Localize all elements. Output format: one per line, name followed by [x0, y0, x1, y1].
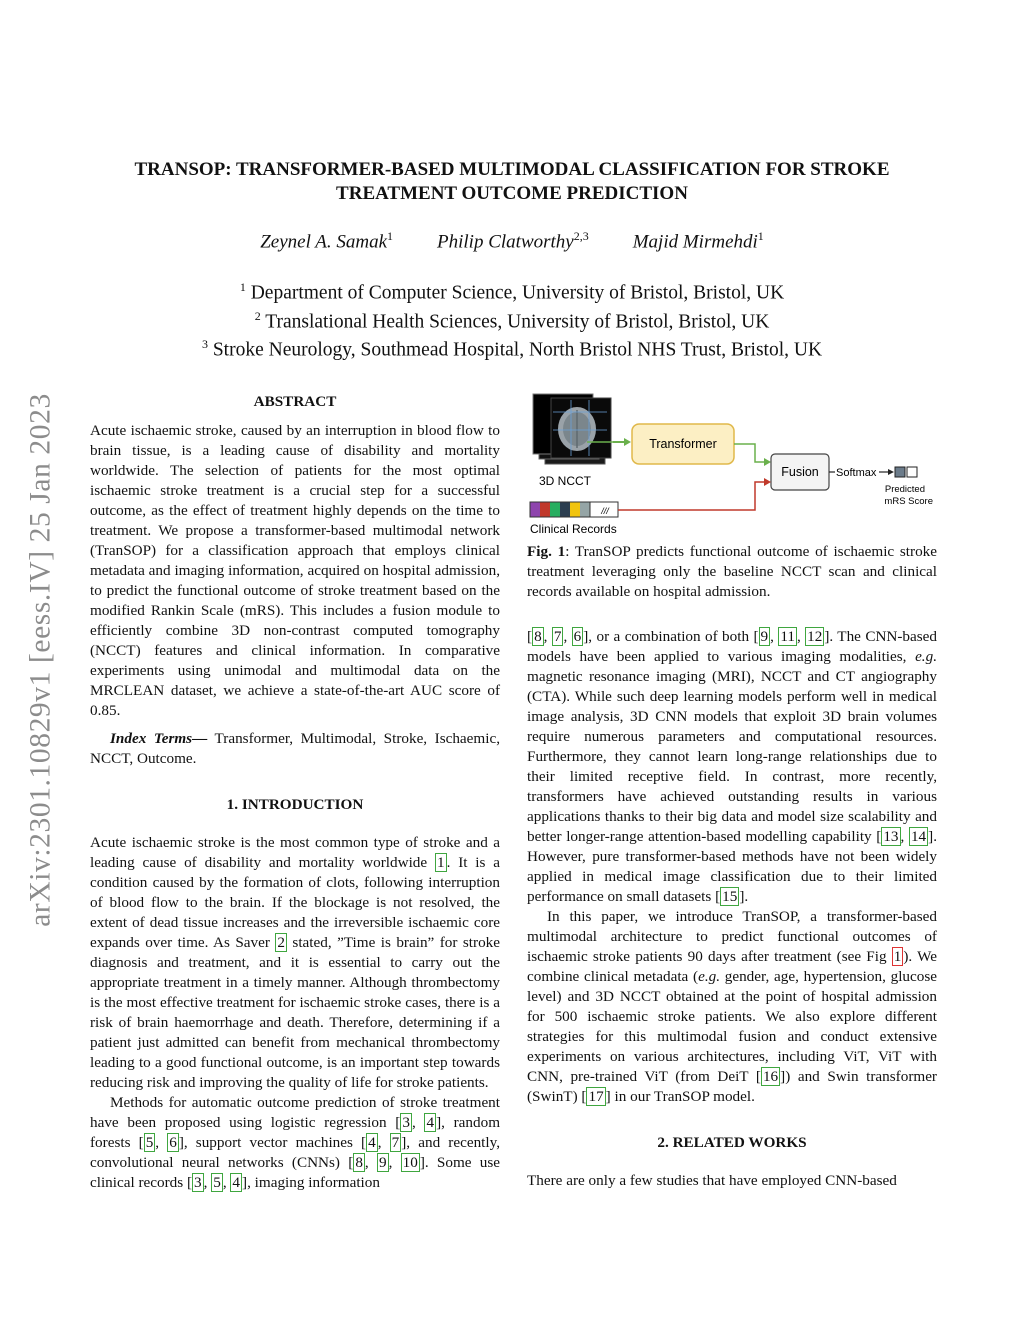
citation-link[interactable]: 3 [402, 1114, 410, 1131]
left-column [90, 392, 500, 1193]
intro-paragraph-1: Acute ischaemic stroke is the most common type of stroke and a leading cause of disability and mortality worldwide 1 . It is a condition caused by the formation of clots, following interruption of blood flow to the brain. If the blockage is not resolved, the extent of dead tissue increases and the irreversible ischaemic core expands over time. As Saver 2 stated, ”Time is brain” for stroke diagnosis and treatment, and it is essential to carry out the appropriate treatment in a timely manner. Although thrombectomy is the most effective treatment for ischaemic stroke cases, there is a risk of brain haemorrhage and death. Therefore, determining if a patient just admitted can benefit from mechanical thrombectomy leading to a good functional outcome, is an important step towards reducing risk and improving the quality of life for stroke patients. [90, 834, 500, 1091]
arrow-records-fusion [618, 482, 765, 510]
citation-link[interactable]: 7 [553, 628, 562, 645]
arrow-transformer-fusion [734, 444, 765, 462]
citation-link[interactable]: 10 [402, 1154, 418, 1171]
arxiv-identifier: arXiv:2301.10829v1 [eess.IV] 25 Jan 2023 [24, 393, 57, 927]
author-list [100, 229, 924, 253]
intro-heading: 1. INTRODUCTION [226, 796, 364, 813]
figure-caption: Fig. 1: TranSOP predicts functional outcome of ischaemic stroke treatment leveraging only the baseline NCCT scan and clinical records available on hospital admission. [527, 543, 938, 600]
output-label-2: mRS Score [884, 496, 933, 507]
citation-link[interactable]: 5 [145, 1134, 154, 1151]
citation-link[interactable]: 14 [910, 828, 927, 845]
records-dots: /// [601, 506, 609, 516]
citation-link[interactable]: 9 [760, 628, 769, 645]
citation-link[interactable]: 6 [573, 628, 582, 645]
citation-link[interactable]: 4 [426, 1114, 435, 1131]
output-label-1: Predicted [884, 484, 925, 495]
transformer-label: Transformer [649, 437, 717, 451]
records-label: Clinical Records [530, 522, 617, 536]
affiliation-3: $^3$ Stroke Neurology, Southmead Hospital, North Bristol NHS Trust, Bristol, UK [201, 337, 823, 361]
citation-link[interactable]: 4 [368, 1134, 376, 1151]
output-class-empty [907, 467, 917, 477]
citation-link[interactable]: 1 [436, 854, 445, 871]
figure-link[interactable]: 1 [893, 948, 902, 965]
author-1: Zeynel A. Samak$^1$ [260, 229, 394, 253]
abstract-heading: ABSTRACT [253, 393, 337, 410]
author-3: Majid Mirmehdi$^1$ [632, 229, 764, 253]
citation-link[interactable]: 11 [780, 628, 795, 645]
citation-link[interactable]: 3 [194, 1174, 202, 1191]
softmax-label: Softmax [836, 467, 877, 479]
title-line-1: TRANSOP: TRANSFORMER-BASED MULTIMODAL CLASSIFICATION FOR STROKE [134, 159, 890, 180]
affiliation-2: $^2$ Translational Health Sciences, University of Bristol, Bristol, UK [254, 308, 770, 332]
citation-link[interactable]: 12 [807, 628, 823, 645]
right-column [527, 627, 937, 1191]
related-text: There are only a few studies that have employed CNN-based [527, 1172, 897, 1189]
abstract-text: Acute ischaemic stroke, caused by an interruption in blood flow to brain tissue, is a leading cause of disability and mortality worldwide. The selection of patients for the most optimal ischaemic stroke treatment is a crucial step for a successful outcome, as the effect of treatment highly depends on the time to treatment. We propose a transformer-based multimodal network (TranSOP) for a classification approach that employs clinical metadata and imaging information, acquired on hospital admission, to predict the functional outcome of stroke treatment based on the modified Rankin Scale (mRS). This includes a fusion module to efficiently combine 3D non-contrast computed tomography (NCCT) features and clinical information. In comparative experiments using unimodal and multimodal data on the MRCLEAN dataset, we achieve a state-of-the-art AUC score of 0.85. [90, 422, 500, 719]
right-paragraph-2: In this paper, we introduce TranSOP, a transformer-based multimodal architecture to predict functional outcomes of ischaemic stroke patients 90 days after treatment (see Fig 1 ). We combine clinical metadata (e.g. gender, age, hypertension, glucose level) and 3D NCCT obtained at the point of hospital admission for 500 ischaemic stroke patients. We also explore different strategies for this multimodal fusion and conduct extensive experiments on various architectures, including ViT, ViT with CNN, pre-trained ViT (from DeiT [ 16 ]) and Swin transformer (SwinT) [ 17 ] in our TranSOP model. [527, 908, 937, 1105]
output-class-filled [895, 467, 905, 477]
citation-link[interactable]: 8 [534, 628, 542, 645]
ncct-label: 3D NCCT [539, 474, 592, 488]
citation-link[interactable]: 9 [378, 1154, 387, 1171]
affiliation-1: $^1$ Department of Computer Science, University of Bristol, Bristol, UK [239, 280, 785, 304]
citation-link[interactable]: 2 [277, 934, 285, 951]
citation-link[interactable]: 5 [213, 1174, 221, 1191]
citation-link[interactable]: 17 [588, 1088, 604, 1105]
citation-link[interactable]: 6 [169, 1134, 177, 1151]
fusion-label: Fusion [781, 465, 819, 479]
architecture-figure [527, 390, 942, 540]
affiliations [100, 276, 924, 362]
intro-paragraph-2: Methods for automatic outcome prediction of stroke treatment have been proposed using logistic regression [ 3 , 4 ], random forests [ 5 , 6 ], support vector machines [ 4 , 7 ], and recently, convolutional neural networks (CNNs) [ 8 , 9 , 10 ]. Some use clinical records [ 3 , 5 , 4 ], imaging information [90, 1094, 501, 1191]
ncct-volume-icon [533, 394, 611, 464]
title-line-2: TREATMENT OUTCOME PREDICTION [336, 183, 688, 204]
citation-link[interactable]: 7 [391, 1134, 400, 1151]
paper-title [100, 158, 924, 206]
citation-link[interactable]: 16 [762, 1068, 779, 1085]
right-paragraph-1: [ 8 , 7 , 6 ], or a combination of both [ 9 , 11 , 12 ]. The CNN-based models have been applied to various imaging modalities, e.g. magnetic resonance imaging (MRI), NCCT and CT angiography (CTA). While such deep learning models perform well in medical image analysis, 3D CNN models that exploit 3D brain volumes require numerous parameters and computational resources. Furthermore, they cannot learn long-range relationships due to their limited receptive field. In contrast, more recently, transformers have achieved outstanding results in various applications thanks to their big data and model size scalability and better longer-range attention-based modelling capability [ 13 , 14 ]. However, pure transformer-based methods have not been widely applied in medical image classification due to their limited performance on small datasets [ 15 ]. [527, 628, 938, 905]
citation-link[interactable]: 15 [722, 888, 738, 905]
author-2: Philip Clatworthy$^{2,3}$ [437, 229, 589, 253]
citation-link[interactable]: 13 [883, 828, 899, 845]
index-terms: Index Terms— Transformer, Multimodal, Stroke, Ischaemic, NCCT, Outcome. [90, 730, 500, 767]
citation-link[interactable]: 4 [232, 1174, 241, 1191]
related-heading: 2. RELATED WORKS [657, 1134, 807, 1151]
citation-link[interactable]: 8 [355, 1154, 363, 1171]
